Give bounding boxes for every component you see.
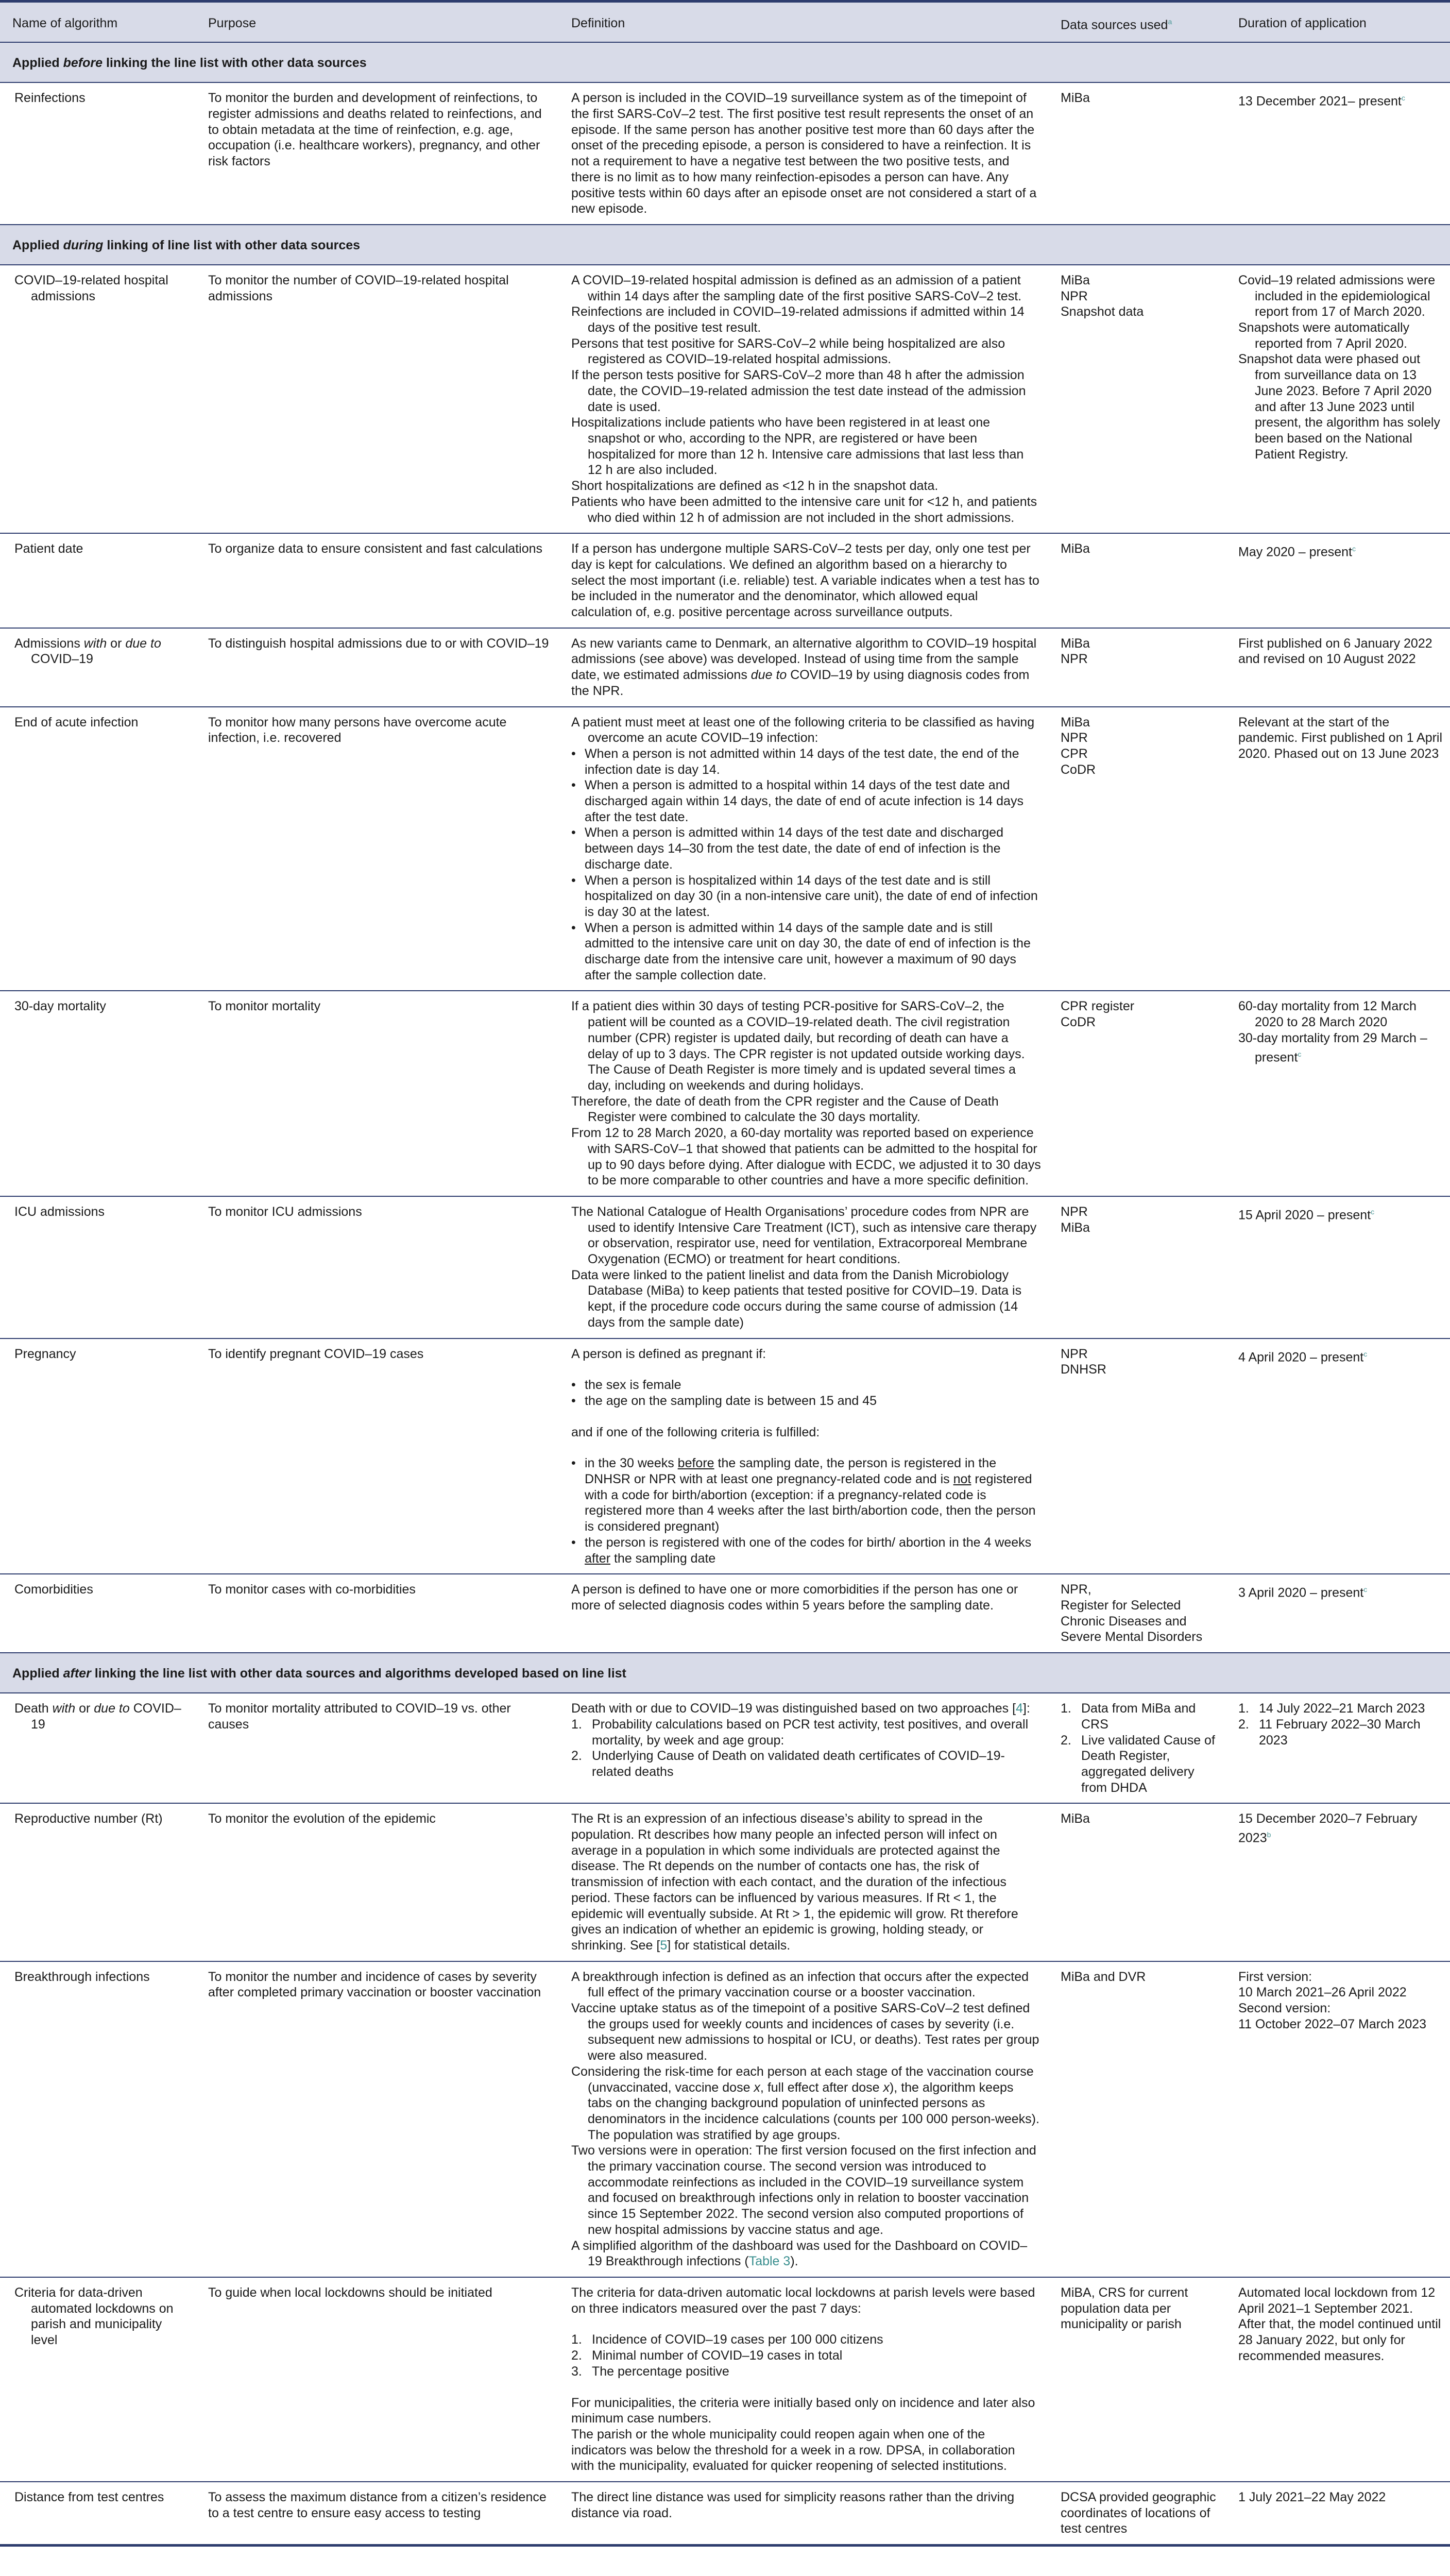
table-header bbox=[0, 2, 1450, 43]
source-line: CoDR bbox=[1061, 762, 1096, 777]
definition-cell bbox=[559, 628, 1048, 707]
name-part: Admissions bbox=[14, 636, 84, 651]
duration-paragraph: Covid–19 related admissions were included in the epidemiological report from 17 of March 2020. bbox=[1238, 273, 1436, 319]
list-item bbox=[571, 2348, 1041, 2364]
algorithm-name bbox=[0, 2482, 196, 2546]
sources-cell: DCSA provided geographic coordinates of locations of test centres bbox=[1048, 2482, 1226, 2546]
definition-cell bbox=[559, 1196, 1048, 1338]
definition-text: ]: bbox=[1022, 1701, 1030, 1716]
sources-cell bbox=[1048, 1693, 1226, 1803]
name-part: or bbox=[107, 636, 126, 651]
algorithm-name-text bbox=[14, 1701, 189, 1732]
item-text: Live validated Cause of Death Register, aggregated delivery from DHDA bbox=[1081, 1733, 1215, 1795]
algorithm-name bbox=[0, 1803, 196, 1961]
definition-paragraph: The parish or the whole municipality could reopen again when one of the indicators was below the threshold for a week in a row. DPSA, in collaboration with the municipality, evaluated for quicker reopening of selected institutions. bbox=[571, 2427, 1015, 2473]
duration-cell bbox=[1226, 1803, 1450, 1961]
source-line: DNHSR bbox=[1061, 1362, 1106, 1377]
criteria-list bbox=[571, 1377, 1041, 1409]
duration-paragraph: Snapshots were automatically reported from 7 April 2020. bbox=[1238, 320, 1410, 351]
definition-paragraph: A COVID–19-related hospital admission is defined as an admission of a patient within 14 days after the sampling date of the first positive SARS-CoV–2 test. bbox=[571, 273, 1022, 303]
name-emphasis: due to bbox=[125, 636, 161, 651]
definition-cell: A person is included in the COVID–19 surveillance system as of the timepoint of the first SARS-CoV–2 test. The first positive test result represents the onset of an episode. If the same person has another positive test more than 60 days after the onset of the preceding episode, a person is considered to have a reinfection. It is not a requirement to have a negative test between the two positive tests, and there is no limit as to how many reinfection-episodes a person can have. Any positive tests within 60 days after an episode onset are not considered a start of a new episode. bbox=[559, 82, 1048, 225]
duration-paragraph: Snapshot data were phased out from surveillance data on 13 June 2023. Before 7 April 2020 and after 13 June 2023 until present, the algorithm has solely been based on the National Patient Registry. bbox=[1238, 352, 1440, 462]
table-row-pregnancy bbox=[0, 1338, 1450, 1574]
definition-text: COVID–19 by using diagnosis codes from the NPR. bbox=[571, 668, 1030, 698]
source-line: MiBa bbox=[1061, 636, 1090, 651]
list-item: • When a person is admitted to a hospital within 14 days of the test date and discharged again within 14 days, the date of end of acute infection is 14 days after the test date. bbox=[571, 777, 1041, 825]
item-text: Minimal number of COVID–19 cases in total bbox=[592, 2348, 843, 2363]
sources-cell: MiBa bbox=[1048, 82, 1226, 225]
definition-paragraph: A person is defined as pregnant if: bbox=[571, 1346, 766, 1361]
numbered-list bbox=[1061, 1701, 1219, 1795]
duration-text: 30-day mortality from 29 March – present bbox=[1238, 1030, 1427, 1064]
item-number: 1. bbox=[1238, 1701, 1249, 1716]
name-emphasis: with bbox=[83, 636, 107, 651]
section-emphasis: before bbox=[63, 56, 103, 71]
table-row-breakthrough-infections bbox=[0, 1961, 1450, 2277]
definition-cell bbox=[559, 1693, 1048, 1803]
duration-line: Second version: bbox=[1238, 2001, 1331, 2016]
source-line: NPR bbox=[1061, 731, 1088, 745]
duration-paragraph bbox=[1238, 1030, 1443, 1065]
duration-line: 10 March 2021–26 April 2022 bbox=[1238, 1985, 1407, 2000]
definition-paragraph: Two versions were in operation: The first version focused on the first infection and the primary vaccination course. The second version was introduced to accommodate reinfections as included in the COVID–19 surveillance system and focused on breakthrough infections only in relation to booster vaccination since 15 September 2022. The second version also computed proportions of new hospital admissions by vaccine status and age. bbox=[571, 2143, 1036, 2237]
algorithm-name bbox=[0, 1693, 196, 1803]
duration-cell bbox=[1226, 82, 1450, 225]
item-text: 11 February 2022–30 March 2023 bbox=[1259, 1717, 1421, 1748]
footnote-a-marker[interactable]: a bbox=[1168, 18, 1172, 26]
duration-cell bbox=[1226, 1961, 1450, 2277]
definition-paragraph: Therefore, the date of death from the CPR register and the Cause of Death Register were combined to calculate the 30 days mortality. bbox=[571, 1094, 999, 1125]
footnote-b-marker[interactable]: b bbox=[1267, 1831, 1271, 1839]
header-duration: Duration of application bbox=[1226, 2, 1450, 43]
definition-paragraph: A patient must meet at least one of the following criteria to be classified as having overcome an acute COVID–19 infection: bbox=[571, 715, 1035, 745]
definition-text: A simplified algorithm of the dashboard was used for the Dashboard on COVID–19 Breakthrough infections ( bbox=[571, 2238, 1028, 2269]
name-emphasis: with bbox=[52, 1701, 76, 1716]
definition-paragraph: Vaccine uptake status as of the timepoint of a positive SARS-CoV–2 test defined the groups used for weekly counts and incidences of cases by severity (i.e. subsequent new admissions to hospital or ICU, or deaths). Test rates per group were also measured. bbox=[571, 2001, 1039, 2063]
section-emphasis: after bbox=[63, 1666, 91, 1681]
purpose-cell: To monitor the number of COVID–19-related hospital admissions bbox=[196, 265, 559, 533]
section-text: Applied bbox=[12, 1666, 63, 1681]
purpose-cell: To monitor ICU admissions bbox=[196, 1196, 559, 1338]
sources-cell: MiBa bbox=[1048, 533, 1226, 628]
algorithm-name bbox=[0, 2277, 196, 2482]
numbered-list bbox=[1238, 1701, 1443, 1748]
list-item bbox=[1061, 1733, 1219, 1796]
definition-text: ), the algorithm keeps tabs on the changing background population of uninfected persons as denominators in the incidence calculations (counts per 100 000 person-weeks). The population was stratified by age groups. bbox=[588, 2080, 1039, 2142]
list-item bbox=[1061, 1701, 1219, 1732]
table-row-hospital-admissions bbox=[0, 265, 1450, 533]
source-line: MiBa bbox=[1061, 715, 1090, 730]
definition-cell bbox=[559, 707, 1048, 991]
definition-paragraph: The criteria for data-driven automatic local lockdowns at parish levels were based on three indicators measured over the past 7 days: bbox=[571, 2285, 1035, 2316]
table-row-death-with-due-to bbox=[0, 1693, 1450, 1803]
algorithm-name: 30-day mortality bbox=[0, 991, 196, 1196]
duration-cell bbox=[1226, 1693, 1450, 1803]
section-text: linking of line list with other data sources bbox=[103, 238, 361, 252]
purpose-cell: To organize data to ensure consistent and fast calculations bbox=[196, 533, 559, 628]
list-item bbox=[571, 2364, 1041, 2380]
definition-text: ). bbox=[790, 2254, 798, 2269]
source-line: CoDR bbox=[1061, 1015, 1096, 1030]
definition-paragraph: From 12 to 28 March 2020, a 60-day mortality was reported based on experience with SARS-CoV–1 that showed that patients can be admitted to the hospital for up to 90 days before dying. After dialogue with ECDC, we adjusted it to 30 days to be more comparable to other countries and have a more specific definition. bbox=[571, 1126, 1041, 1188]
source-line: NPR bbox=[1061, 1204, 1088, 1219]
section-header-during bbox=[0, 225, 1450, 265]
purpose-cell: To distinguish hospital admissions due to or with COVID–19 bbox=[196, 628, 559, 707]
name-part: COVID–19 bbox=[31, 1701, 181, 1732]
definition-paragraph: For municipalities, the criteria were initially based only on incidence and later also minimum case numbers. bbox=[571, 2395, 1035, 2426]
purpose-cell: To guide when local lockdowns should be initiated bbox=[196, 2277, 559, 2482]
definition-paragraph: and if one of the following criteria is fulfilled: bbox=[571, 1425, 820, 1439]
header-definition: Definition bbox=[559, 2, 1048, 43]
sources-cell bbox=[1048, 628, 1226, 707]
name-part: or bbox=[75, 1701, 94, 1716]
footnote-c-marker[interactable]: c bbox=[1363, 1585, 1368, 1594]
table-row-patient-date bbox=[0, 533, 1450, 628]
definition-paragraph: Data were linked to the patient linelist and data from the Danish Microbiology Database (MiBa) to keep patients that tested positive for COVID–19. Data is kept, if the procedure code occurs during the same course of admission (14 days from the sample date) bbox=[571, 1267, 1022, 1330]
source-line: MiBa bbox=[1061, 273, 1090, 287]
duration-line: 11 October 2022–07 March 2023 bbox=[1238, 2016, 1427, 2031]
definition-emphasis: due to bbox=[750, 668, 787, 683]
item-text: 14 July 2022–21 March 2023 bbox=[1259, 1701, 1425, 1716]
definition-paragraph bbox=[571, 1701, 1041, 1717]
list-item: • the age on the sampling date is between 15 and 45 bbox=[571, 1393, 1041, 1409]
item-text: The percentage positive bbox=[592, 2364, 729, 2379]
criteria-list bbox=[571, 1455, 1041, 1566]
duration-cell bbox=[1226, 1338, 1450, 1574]
duration-paragraph: 60-day mortality from 12 March 2020 to 28 March 2020 bbox=[1238, 999, 1417, 1030]
footnote-c-marker[interactable]: c bbox=[1371, 1207, 1375, 1216]
item-text: in the 30 weeks bbox=[585, 1456, 678, 1471]
item-text: the sampling date bbox=[610, 1551, 716, 1566]
table-row-icu-admissions bbox=[0, 1196, 1450, 1338]
source-line: NPR, bbox=[1061, 1582, 1091, 1597]
item-underline: before bbox=[677, 1456, 714, 1471]
duration-cell bbox=[1226, 265, 1450, 533]
duration-cell bbox=[1226, 1196, 1450, 1338]
sources-cell: MiBa bbox=[1048, 1803, 1226, 1961]
table-row-end-of-acute-infection bbox=[0, 707, 1450, 991]
purpose-cell: To monitor the burden and development of reinfections, to register admissions and deaths related to reinfections, and to obtain metadata at the time of reinfection, e.g. age, occupation (i.e. healthcare workers), pregnancy, and other risk factors bbox=[196, 82, 559, 225]
section-emphasis: during bbox=[63, 238, 104, 252]
definition-emphasis: x bbox=[883, 2080, 890, 2095]
item-text: the person is registered with one of the codes for birth/ abortion in the 4 weeks bbox=[585, 1535, 1032, 1550]
header-name-of-algorithm: Name of algorithm bbox=[0, 2, 196, 43]
list-item bbox=[571, 1748, 1041, 1780]
algorithm-name: Patient date bbox=[0, 533, 196, 628]
duration-cell bbox=[1226, 533, 1450, 628]
name-part: Death bbox=[14, 1701, 53, 1716]
sources-cell bbox=[1048, 707, 1226, 991]
table-row-admissions-with-due-to bbox=[0, 628, 1450, 707]
definition-cell bbox=[559, 2277, 1048, 2482]
item-underline: not bbox=[953, 1472, 971, 1487]
definition-paragraph: Hospitalizations include patients who have been registered in at least one snapshot or who, according to the NPR, are registered or have been hospitalized for more than 12 h. Intensive care admissions that last less than 12 h are also included. bbox=[571, 415, 1024, 478]
source-line: NPR bbox=[1061, 289, 1088, 303]
duration-cell bbox=[1226, 1574, 1450, 1653]
definition-paragraph bbox=[571, 2238, 1041, 2269]
definition-paragraph: If the person tests positive for SARS-CoV–2 more than 48 h after the admission date, the COVID–19-related admission the test date instead of the admission date is used. bbox=[571, 368, 1026, 414]
header-data-sources bbox=[1048, 2, 1226, 43]
name-part: COVID–19 bbox=[31, 652, 93, 667]
sources-cell bbox=[1048, 265, 1226, 533]
table-row-30-day-mortality bbox=[0, 991, 1450, 1196]
source-line: Register for Selected Chronic Diseases and Severe Mental Disorders bbox=[1061, 1598, 1203, 1645]
duration-text: 15 April 2020 – present bbox=[1238, 1208, 1371, 1223]
list-item bbox=[1238, 1701, 1443, 1717]
footnote-c-marker[interactable]: c bbox=[1352, 545, 1356, 553]
section-text: linking the line list with other data sources bbox=[103, 56, 367, 71]
source-line: NPR bbox=[1061, 652, 1088, 667]
list-item: • When a person is admitted within 14 days of the test date and discharged between days 14–30 from the test date, the date of end of infection is the discharge date. bbox=[571, 825, 1041, 872]
table-row-reproductive-number bbox=[0, 1803, 1450, 1961]
definition-cell: A person is defined to have one or more comorbidities if the person has one or more of selected diagnosis codes within 5 years before the sampling date. bbox=[559, 1574, 1048, 1653]
algorithm-name: Pregnancy bbox=[0, 1338, 196, 1574]
definition-cell: The direct line distance was used for simplicity reasons rather than the driving distance via road. bbox=[559, 2482, 1048, 2546]
source-line: NPR bbox=[1061, 1346, 1088, 1361]
item-text: Probability calculations based on PCR test activity, test positives, and overall mortality, by week and age group: bbox=[592, 1717, 1029, 1748]
definition-cell bbox=[559, 1338, 1048, 1574]
algorithm-name: End of acute infection bbox=[0, 707, 196, 991]
definition-paragraph: Patients who have been admitted to the intensive care unit for <12 h, and patients who died within 12 h of admission are not included in the short admissions. bbox=[571, 494, 1037, 525]
algorithm-name-text: Distance from test centres bbox=[14, 2490, 164, 2505]
numbered-list bbox=[571, 2332, 1041, 2379]
item-text: Data from MiBa and CRS bbox=[1081, 1701, 1196, 1732]
purpose-cell: To monitor the evolution of the epidemic bbox=[196, 1803, 559, 1961]
criteria-list bbox=[571, 746, 1041, 984]
algorithm-name bbox=[0, 82, 196, 225]
list-item: • When a person is hospitalized within 14 days of the test date and is still hospitalized on day 30 (in a non-intensive care unit), the date of end of infection is day 30 at the latest. bbox=[571, 873, 1041, 920]
definition-text: , full effect after dose bbox=[760, 2080, 883, 2095]
duration-text: 15 December 2020–7 February 2023 bbox=[1238, 1811, 1418, 1845]
definition-emphasis: x bbox=[754, 2080, 760, 2095]
definition-paragraph: Persons that test positive for SARS-CoV–2 while being hospitalized are also registered as COVID–19-related hospital admissions. bbox=[571, 336, 1005, 367]
algorithm-name bbox=[0, 628, 196, 707]
definition-cell bbox=[559, 1961, 1048, 2277]
duration-cell: Relevant at the start of the pandemic. First published on 1 April 2020. Phased out on 13 June 2023 bbox=[1226, 707, 1450, 991]
duration-cell: 1 July 2021–22 May 2022 bbox=[1226, 2482, 1450, 2546]
algorithm-name-text: Reproductive number (Rt) bbox=[14, 1811, 163, 1826]
section-text: Applied bbox=[12, 56, 63, 71]
definition-paragraph: A breakthrough infection is defined as an infection that occurs after the expected full effect of the primary vaccination course or a booster vaccination. bbox=[571, 1969, 1029, 2000]
section-header-after bbox=[0, 1653, 1450, 1693]
algorithm-name: Breakthrough infections bbox=[0, 1961, 196, 2277]
sources-cell bbox=[1048, 991, 1226, 1196]
table-reference-link[interactable]: Table 3 bbox=[748, 2254, 791, 2269]
reference-link[interactable]: 5 bbox=[660, 1938, 668, 1953]
definition-text: Death with or due to COVID–19 was distinguished based on two approaches [ bbox=[571, 1701, 1016, 1716]
sources-cell bbox=[1048, 1574, 1226, 1653]
source-line: CPR bbox=[1061, 746, 1088, 761]
definition-cell bbox=[559, 265, 1048, 533]
duration-cell bbox=[1226, 991, 1450, 1196]
purpose-cell: To monitor mortality bbox=[196, 991, 559, 1196]
definition-cell: If a person has undergone multiple SARS-CoV–2 tests per day, only one test per day is kept for calculations. We defined an algorithm based on a hierarchy to select the most important (i.e. reliable) test. A variable indicates when a test has to be included in the numerator and the denominator, which allowed equal calculation of, e.g. positive percentage across surveillance outputs. bbox=[559, 533, 1048, 628]
algorithm-name-text: Criteria for data-driven automated lockdowns on parish and municipality level bbox=[14, 2285, 174, 2348]
section-text: linking the line list with other data sources and algorithms developed based on line list bbox=[91, 1666, 626, 1681]
sources-cell: MiBa and DVR bbox=[1048, 1961, 1226, 2277]
duration-cell: First published on 6 January 2022 and revised on 10 August 2022 bbox=[1226, 628, 1450, 707]
name-emphasis: due to bbox=[94, 1701, 130, 1716]
definition-paragraph bbox=[571, 2064, 1041, 2143]
header-data-sources-label: Data sources used bbox=[1061, 18, 1168, 32]
item-text: Incidence of COVID–19 cases per 100 000 citizens bbox=[592, 2332, 883, 2347]
item-underline: after bbox=[585, 1551, 611, 1566]
algorithm-name: ICU admissions bbox=[0, 1196, 196, 1338]
sources-cell bbox=[1048, 1338, 1226, 1574]
purpose-cell: To assess the maximum distance from a citizen’s residence to a test centre to ensure easy access to testing bbox=[196, 2482, 559, 2546]
purpose-cell: To monitor how many persons have overcome acute infection, i.e. recovered bbox=[196, 707, 559, 991]
purpose-cell: To monitor mortality attributed to COVID–19 vs. other causes bbox=[196, 1693, 559, 1803]
definition-paragraph: Short hospitalizations are defined as <12 h in the snapshot data. bbox=[571, 479, 939, 494]
definition-paragraph: If a patient dies within 30 days of testing PCR-positive for SARS-CoV–2, the patient will be counted as a COVID–19-related death. The civil registration number (CPR) register is updated daily, but recording of death can have a delay of up to 3 days. The CPR register is not updated outside working days. The Cause of Death Register is more timely and is updated several times a day, including on weekends and during holidays. bbox=[571, 999, 1025, 1093]
item-number: 3. bbox=[571, 2364, 582, 2379]
footnote-c-marker[interactable]: c bbox=[1298, 1049, 1302, 1058]
duration-cell: Automated local lockdown from 12 April 2021–1 September 2021. After that, the model continued until 28 January 2022, but only for recommended measures. bbox=[1226, 2277, 1450, 2482]
item-number: 2. bbox=[1238, 1717, 1249, 1732]
algorithm-name-text: COVID–19-related hospital admissions bbox=[14, 273, 168, 303]
algorithm-name bbox=[0, 265, 196, 533]
sources-cell: MiBA, CRS for current population data per municipality or parish bbox=[1048, 2277, 1226, 2482]
definition-cell bbox=[559, 991, 1048, 1196]
numbered-list bbox=[571, 1717, 1041, 1780]
list-item: • When a person is not admitted within 14 days of the test date, the end of the infection date is day 14. bbox=[571, 746, 1041, 777]
source-line: MiBa bbox=[1061, 1220, 1090, 1235]
purpose-cell: To monitor the number and incidence of cases by severity after completed primary vaccination or booster vaccination bbox=[196, 1961, 559, 2277]
list-item: • the sex is female bbox=[571, 1377, 1041, 1393]
definition-paragraph: Reinfections are included in COVID–19-related admissions if admitted within 14 days of the positive test result. bbox=[571, 304, 1025, 335]
list-item bbox=[1238, 1717, 1443, 1748]
purpose-cell: To monitor cases with co-morbidities bbox=[196, 1574, 559, 1653]
item-number: 2. bbox=[1061, 1733, 1071, 1748]
purpose-cell: To identify pregnant COVID–19 cases bbox=[196, 1338, 559, 1574]
item-text: the sampling date, the person is registered in the DNHSR or NPR with at least one pregnancy-related code and is bbox=[585, 1456, 997, 1487]
footnote-c-marker[interactable]: c bbox=[1401, 94, 1405, 103]
duration-line: First version: bbox=[1238, 1969, 1312, 1984]
item-text: Underlying Cause of Death on validated death certificates of COVID–19-related deaths bbox=[592, 1749, 1005, 1779]
algorithm-name-text bbox=[14, 636, 189, 667]
table-row-comorbidities bbox=[0, 1574, 1450, 1653]
table-row-distance-test-centres bbox=[0, 2482, 1450, 2546]
section-header-before bbox=[0, 42, 1450, 82]
list-item: • When a person is admitted within 14 days of the sample date and is still admitted to the intensive care unit on day 30, the date of end of infection is the discharge date from the intensive care unit, however a maximum of 90 days after the sample collection date. bbox=[571, 920, 1041, 984]
definition-text: ] for statistical details. bbox=[667, 1938, 791, 1953]
header-purpose: Purpose bbox=[196, 2, 559, 43]
duration-text: 4 April 2020 – present bbox=[1238, 1349, 1364, 1364]
source-line: Snapshot data bbox=[1061, 304, 1144, 319]
item-text: registered with a code for birth/abortion (exception: if a pregnancy-related code is registered more than 4 weeks after the last birth/abortion code, then the person is considered pregnant) bbox=[585, 1472, 1036, 1534]
algorithm-name: Comorbidities bbox=[0, 1574, 196, 1653]
reference-link[interactable]: 4 bbox=[1016, 1701, 1023, 1716]
list-item bbox=[571, 1455, 1041, 1535]
item-number: 1. bbox=[571, 2332, 582, 2347]
section-text: Applied bbox=[12, 238, 63, 252]
footnote-c-marker[interactable]: c bbox=[1363, 1349, 1368, 1358]
list-item bbox=[571, 2332, 1041, 2348]
sources-cell bbox=[1048, 1196, 1226, 1338]
item-number: 2. bbox=[571, 2348, 582, 2363]
source-line: CPR register bbox=[1061, 999, 1135, 1014]
item-number: 1. bbox=[1061, 1701, 1071, 1716]
definition-cell bbox=[559, 1803, 1048, 1961]
algorithm-name-text: Reinfections bbox=[14, 91, 86, 106]
item-number: 1. bbox=[571, 1717, 582, 1732]
list-item bbox=[571, 1535, 1041, 1566]
definition-text: As new variants came to Denmark, an alternative algorithm to COVID–19 hospital admissions (see above) was developed. Instead of using time from the sample date, we estimated admissions bbox=[571, 636, 1037, 683]
item-number: 2. bbox=[571, 1749, 582, 1764]
list-item bbox=[571, 1717, 1041, 1748]
definition-paragraph: The National Catalogue of Health Organisations’ procedure codes from NPR are used to identify Intensive Care Treatment (ICT), such as intensive care therapy or observation, respirator use, need for ventilation, Extracorporeal Membrane Oxygenation (ECMO) or treatment for heart conditions. bbox=[571, 1204, 1037, 1267]
definition-text: The Rt is an expression of an infectious disease’s ability to spread in the population. Rt describes how many people an infected person will infect on average in a population in which some individuals are protected against the disease. The Rt depends on the number of contacts one has, the risk of transmission of infection with each contact, and the duration of the infectious period. These factors can be influenced by various measures. If Rt < 1, the epidemic will eventually subside. At Rt > 1, the epidemic will grow. Rt therefore gives an indication of whether an epidemic is growing, holding steady, or shrinking. See [ bbox=[571, 1811, 1018, 1953]
duration-text: 3 April 2020 – present bbox=[1238, 1585, 1364, 1600]
table-row-reinfections bbox=[0, 82, 1450, 225]
duration-text: 13 December 2021– present bbox=[1238, 94, 1402, 109]
table-row-lockdown-criteria bbox=[0, 2277, 1450, 2482]
definition-text: Considering the risk-time for each person at each stage of the vaccination course (unvaccinated, vaccine dose bbox=[571, 2064, 1034, 2095]
duration-text: May 2020 – present bbox=[1238, 545, 1352, 560]
